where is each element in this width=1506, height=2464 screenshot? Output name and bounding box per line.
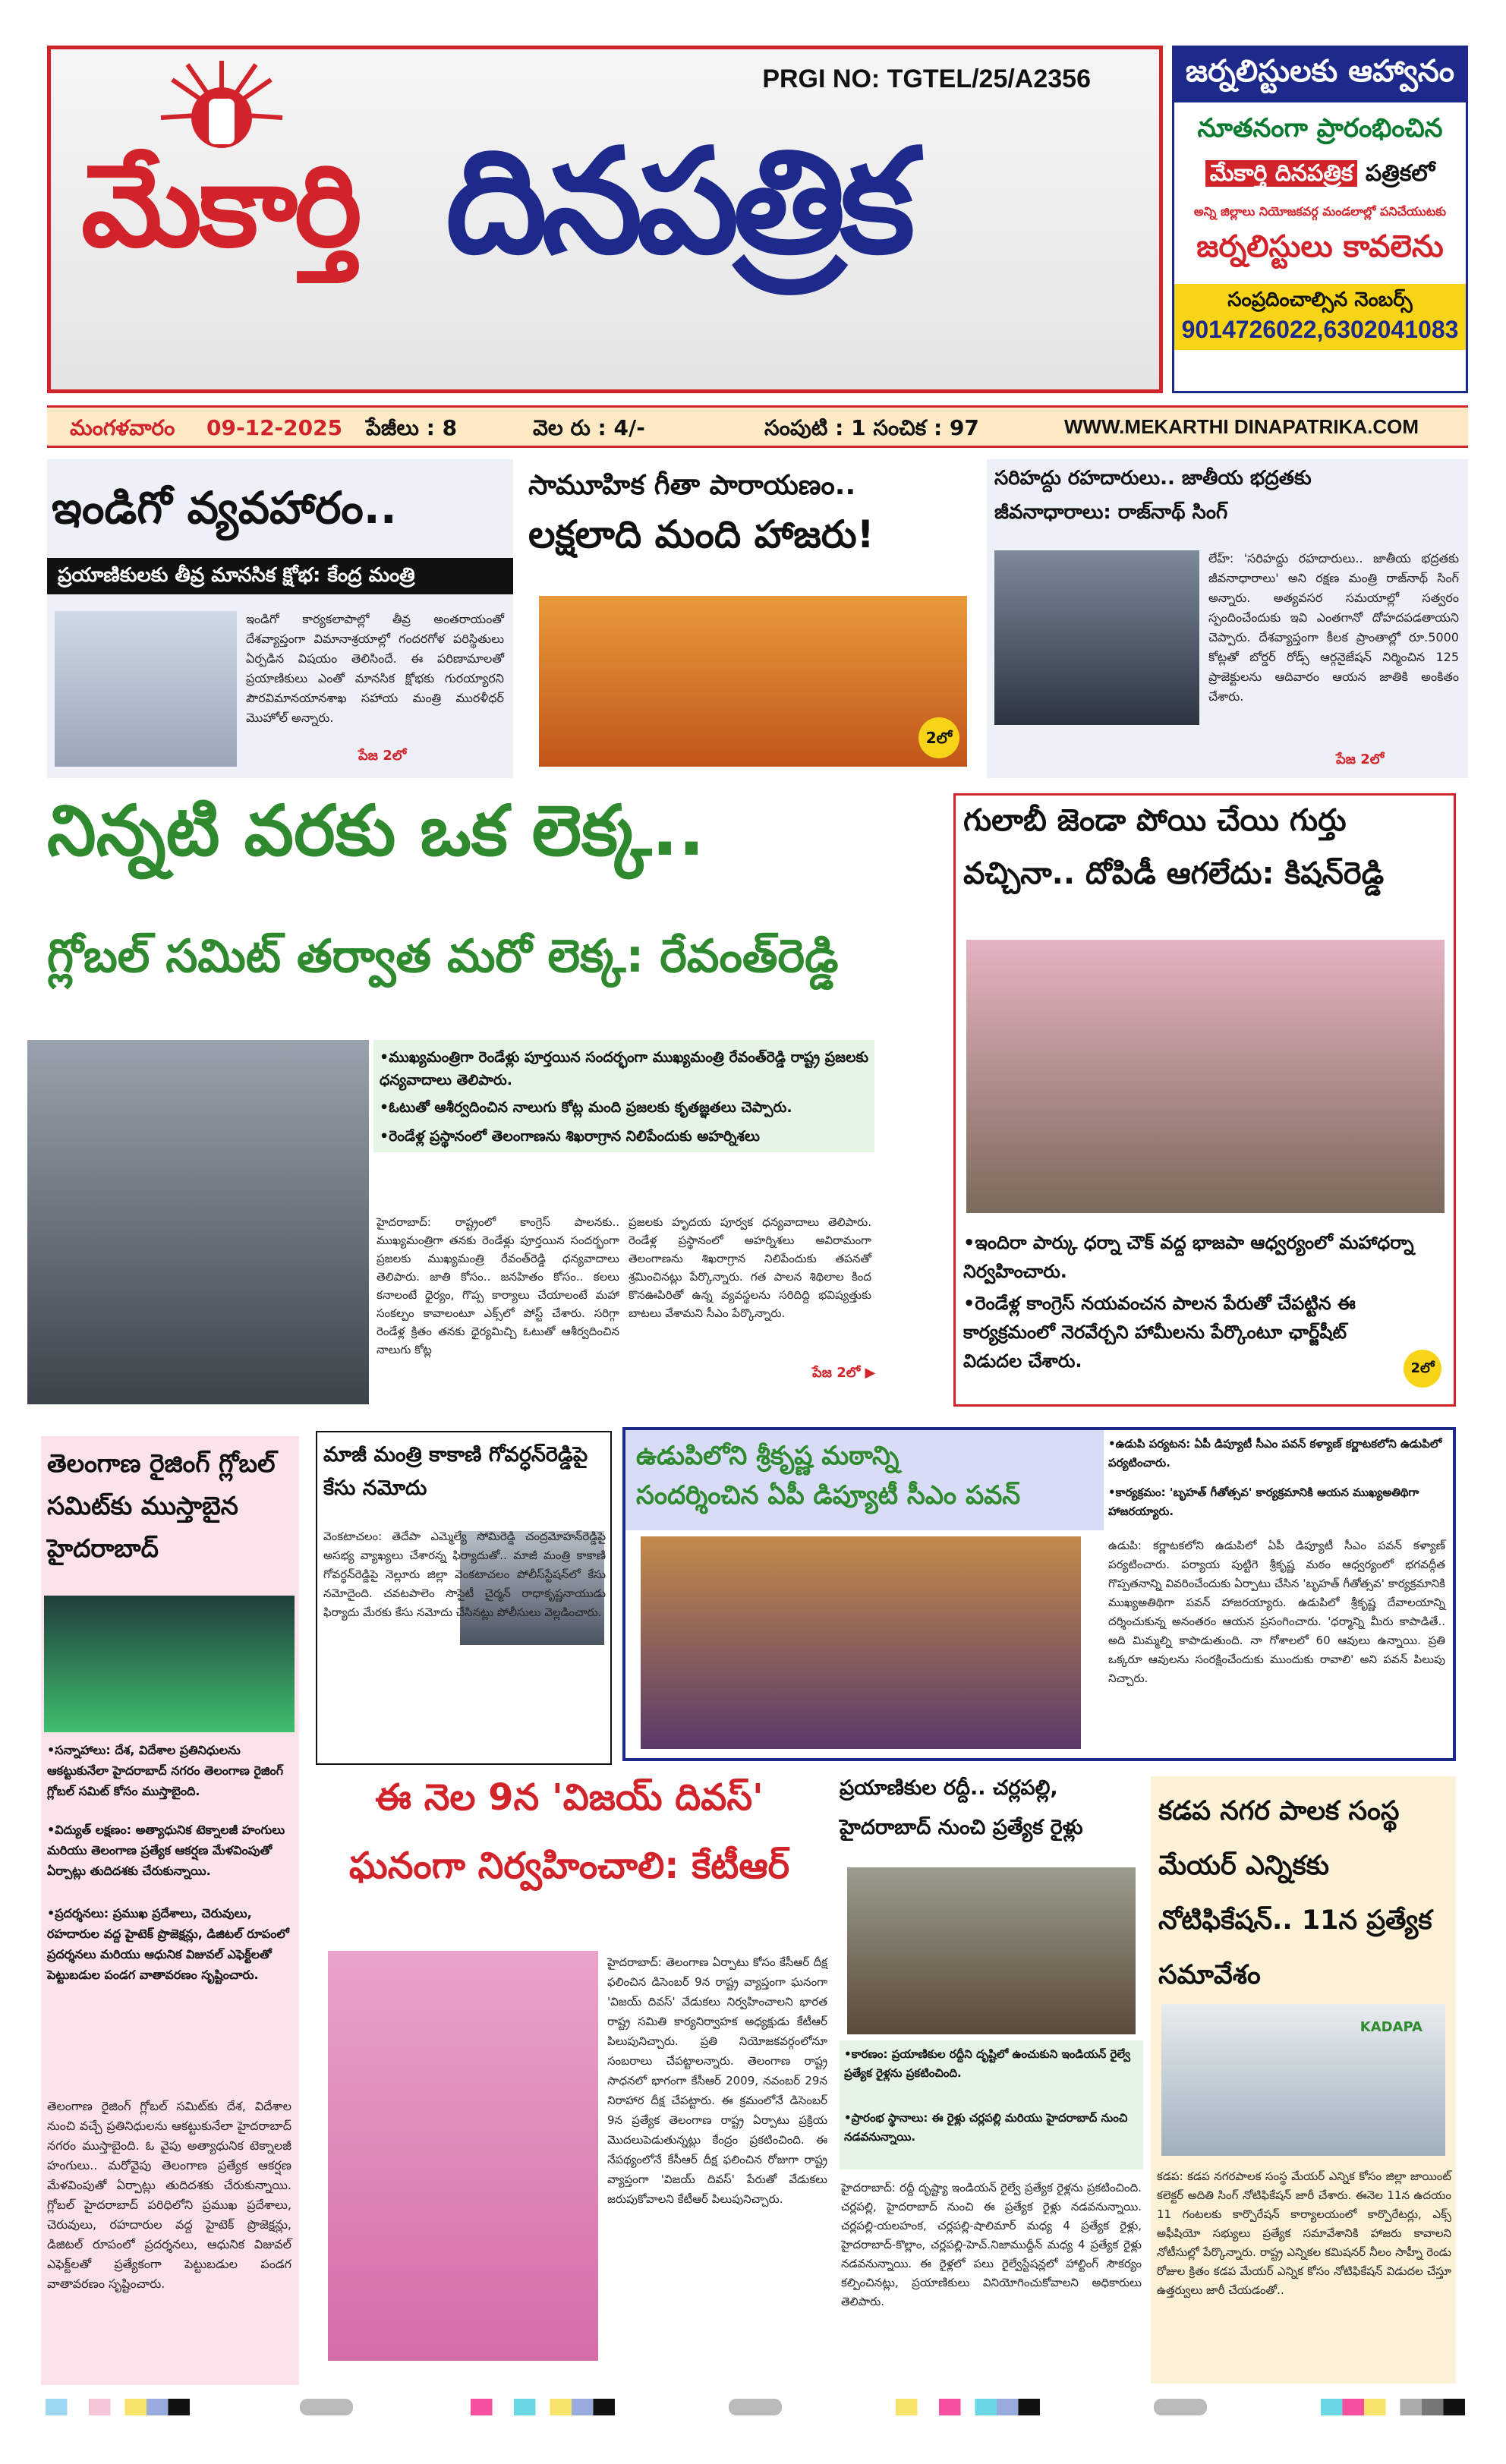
headline-rajnath-1: సరిహద్దు రహదారులు.. జాతీయ భద్రతకు bbox=[994, 467, 1312, 490]
page-badge-kishan: 2లో bbox=[1404, 1350, 1441, 1388]
story-gita bbox=[524, 459, 979, 778]
strip-price: వెల రు : 4/- bbox=[533, 415, 645, 440]
ad-logo: మేకార్తి దినపత్రిక bbox=[1205, 160, 1358, 187]
kadapa-photo-label: KADAPA bbox=[1359, 2019, 1423, 2035]
pawan-bullet-1: •ఉడుపి పర్యటన: ఏపీ డిప్యూటీ సీఎం పవన్ కళ్యాణ్ కర్ణాటకలోని ఉడుపిలో పర్యటించారు. bbox=[1108, 1437, 1442, 1470]
subhead-indigo: ప్రయాణికులకు తీవ్ర మానసిక క్షోభ: కేంద్ర మంత్రి bbox=[47, 558, 513, 594]
headline-ktr-1: ఈ నెల 9న 'విజయ్ దివస్' bbox=[375, 1776, 764, 1819]
color-bar-4 bbox=[1321, 2399, 1465, 2415]
photo-revanth bbox=[27, 1040, 369, 1404]
more-rajnath: పేజ 2లో bbox=[1336, 751, 1385, 767]
photo-telangana-lighting bbox=[44, 1596, 295, 1732]
body-ktr: హైదరాబాద్: తెలంగాణ ఏర్పాటు కోసం కేసీఆర్ దీక్ష ఫలించిన డిసెంబర్ 9న రాష్ట్ర వ్యాప్తంగా ఘనంగా 'విజయ్ దివస్' వేడుకలు నిర్వహించాలని భారత రాష్ట్ర సమితి కార్యనిర్వాహక అధ్యక్షుడు కేటీఆర్ పిలుపునిచ్చారు. ప్రతి నియోజకవర్గంలోనూ సంబరాలు చేపట్టాలన్నారు. తెలంగాణ రాష్ట్ర సాధనలో భాగంగా కేసీఆర్ 2009, నవంబర్ 29న నిరాహార దీక్ష చేపట్టారు. ఈ క్రమంలోనే డిసెంబర్ 9న ప్రత్యేక తెలంగాణ రాష్ట్ర ఏర్పాటు ప్రక్రియ మొదలుపెడుతున్నట్లు కేంద్రం ప్రకటించింది. ఈ నేపథ్యంలోనే కేసీఆర్ దీక్ష ఫలించిన రోజుగా రాష్ట్ర వ్యాప్తంగా 'విజయ్ దివస్' పేరుతో వేడుకలు జరుపుకోవాలని కేటీఆర్ పిలుపునిచ్చారు. bbox=[607, 1955, 827, 2206]
color-bar-2 bbox=[471, 2399, 615, 2415]
ad-heading: జర్నలిస్టులకు ఆహ్వానం bbox=[1174, 48, 1466, 102]
lead-subhead: గ్లోబల్ సమిట్ తర్వాత మరో లెక్క: రేవంత్‌రెడ్డి bbox=[47, 930, 839, 983]
headline-trains-2: హైదరాబాద్ నుంచి ప్రత్యేక రైళ్లు bbox=[840, 1816, 1083, 1839]
lead-headline: నిన్నటి వరకు ఒక లెక్క.. bbox=[47, 790, 705, 871]
headline-kishan-1: గులాబీ జెండా పోయి చేయి గుర్తు bbox=[963, 803, 1347, 838]
telangana-bullet-1: •సన్నాహాలు: దేశ, విదేశాల ప్రతినిధులను ఆకట్టుకునేలా హైదరాబాద్ నగరం తెలంగాణ రైజింగ్ గ్లోబల్ సమిట్ కోసం ముస్తాబైంది. bbox=[47, 1743, 284, 1798]
photo-kadapa bbox=[1161, 2004, 1445, 2156]
date-strip bbox=[47, 405, 1468, 448]
headline-ktr-2: ఘనంగా నిర్వహించాలి: కేటీఆర్ bbox=[348, 1845, 790, 1887]
body-kakani: వెంకటాచలం: తెదేపా ఎమ్మెల్యే సోమిరెడ్డి చంద్రమోహన్‌రెడ్డిపై అసభ్య వ్యాఖ్యలు చేశారన్న ఫిర్యాదుతో.. మాజీ మంత్రి కాకాణి గోవర్ధన్‌రెడ్డిపై నెల్లూరు జిల్లా వెంకటాచలం పోలీస్‌స్టేషన్‌లో కేసు నమోదైంది. చవటపాలెం సొసైటీ చైర్మన్ రాధాకృష్ణనాయుడు ఫిర్యాదు మేరకు కేసు నమోదు చేసినట్లు పోలీసులు వెల్లడించారు. bbox=[323, 1530, 606, 1619]
lead-bullet-3: •రెండేళ్ల ప్రస్థానంలో తెలంగాణను శిఖరాగ్రాన నిలిపేందుకు అహర్నిశలు bbox=[380, 1128, 760, 1145]
lead-body-col2: ప్రజలకు హృదయ పూర్వక ధన్యవాదాలు తెలిపారు. రెండేళ్ల ప్రస్థానంలో అహర్నిశలు అవిరామంగా తెలంగాణను శిఖరాగ్రాన నిలిపేందుకు తపనతో శ్రమించినట్లు పేర్కొన్నారు. గత పాలన శిథిలాల కింద కొనఊపిరితో ఉన్న వ్యవస్థలను సరిదిద్ది భవిష్యత్తుకు బాటలు వేశామని సీఎం పేర్కొన్నారు. bbox=[629, 1215, 871, 1320]
story-rajnath bbox=[987, 459, 1468, 778]
trains-bullet-1: •కారణం: ప్రయాణికుల రద్దీని దృష్టిలో ఉంచుకుని ఇండియన్ రైల్వే ప్రత్యేక రైళ్లను ప్రకటించింది. bbox=[844, 2047, 1130, 2080]
body-telangana: తెలంగాణ రైజింగ్ గ్లోబల్ సమిట్‌కు దేశ, విదేశాల నుంచి వచ్చే ప్రతినిధులను ఆకట్టుకునేలా హైదరాబాద్ నగరం ముస్తాబైంది. ఓ వైపు అత్యాధునిక టెక్నాలజీ హంగులు.. మరోవైపు తెలంగాణ ప్రత్యేక ఆకర్షణ మేళవింపుతో ఏర్పాట్లు తుదిదశకు చేరుకున్నాయి. గ్లోబల్ హైదరాబాద్ పరిధిలోని ప్రముఖ ప్రదేశాలు, చెరువులు, రహదారుల వద్ద హైటెక్ ప్రొజెక్షన్లు, డిజిటల్ రూపంలో ప్రదర్శనలు, ఆధునిక విజువల్ ఎఫెక్ట్‌లతో ప్రత్యేకంగా పెట్టుబడుల పండగ వాతావరణం సృష్టించారు. bbox=[47, 2099, 291, 2291]
headline-trains-1: ప్రయాణికుల రద్దీ.. చర్లపల్లి, bbox=[840, 1776, 1058, 1800]
photo-trains bbox=[847, 1867, 1136, 2034]
masthead-title-blue: దినపత్రిక bbox=[446, 118, 909, 285]
story-pawan bbox=[622, 1427, 1456, 1761]
headline-pawan-1: ఉడుపిలోని శ్రీకృష్ణ మఠాన్ని bbox=[636, 1441, 900, 1471]
headline-kishan-2: వచ్చినా.. దోపిడీ ఆగలేదు: కిషన్‌రెడ్డి bbox=[963, 856, 1385, 891]
body-pawan: ఉడుపి: కర్ణాటకలోని ఉడుపిలో ఏపీ డిప్యూటీ సీఎం పవన్ కళ్యాణ్ పర్యటించారు. పర్యాయ పుట్టిగె శ్రీకృష్ణ మఠం ఆధ్వర్యంలో భగవద్గీత గొప్పతనాన్ని వివరించేందుకు ఏర్పాటు చేసిన 'బృహత్ గీతోత్సవ' కార్యక్రమానికి ముఖ్యఅతిథిగా పవన్ హాజరయ్యారు. ఉడుపిలో శ్రీకృష్ణ దేవాలయాన్ని దర్శించుకున్న అనంతరం ఆయన ప్రసంగించారు. 'ధర్మాన్ని మీరు కాపాడితే.. అది మిమ్మల్ని కాపాడుతుంది. నా గోశాలలో 60 ఆవులు ఉన్నాయి. ప్రతి ఒక్కరూ ఆవులను సంరక్షించేందుకు ముందుకు రావాలి' అని పవన్ పిలుపు నిచ్చారు. bbox=[1108, 1539, 1445, 1685]
recruitment-ad bbox=[1172, 46, 1468, 393]
body-kadapa: కడప: కడప నగరపాలక సంస్థ మేయర్ ఎన్నిక కోసం జిల్లా జాయింట్ కలెక్టర్ అదితి సింగ్ నోటిఫికేషన్ జారీ చేశారు. ఈనెల 11న ఉదయం 11 గంటలకు కార్పొరేషన్ కార్యాలయంలో కార్పొరేటర్లు, ఎక్స్ అఫీషియో సభ్యులు ప్రత్యేక సమావేశానికి హాజరు కావాలని నోటీసుల్లో పేర్కొన్నారు. రాష్ట్ర ఎన్నికల కమిషనర్ నీలం సాహ్నీ రెండు రోజుల క్రితం కడప మేయర్ ఎన్నిక కోసం నోటిఫికేషన్ విడుదల చేస్తూ ఉత్తర్వులు జారీ చేయడంతో.. bbox=[1157, 2169, 1451, 2297]
headline-gita-1: సామూహిక గీతా పారాయణం.. bbox=[528, 470, 856, 501]
telangana-bullet-3: •ప్రదర్శనలు: ప్రముఖ ప్రదేశాలు, చెరువులు, రహదారుల వద్ద హైటెక్ ప్రొజెక్షన్లు, డిజిటల్ రూపంలో ప్రదర్శనలు మరియు ఆధునిక విజువల్ ఎఫెక్ట్‌లతో పెట్టుబడుల పండగ వాతావరణం సృష్టించారు. bbox=[47, 1906, 289, 1982]
headline-kakani: మాజీ మంత్రి కాకాణి గోవర్ధన్‌రెడ్డిపై కేసు నమోదు bbox=[323, 1443, 588, 1500]
story-indigo bbox=[47, 459, 513, 778]
headline-indigo: ఇండిగో వ్యవహారం.. bbox=[52, 482, 397, 534]
kishan-bullet-1: •ఇందిరా పార్కు ధర్నా చౌక్ వద్ద భాజపా ఆధ్వర్యంలో మహాధర్నా నిర్వహించారు. bbox=[963, 1232, 1414, 1282]
photo-gita-crowd bbox=[539, 596, 967, 767]
body-trains: హైదరాబాద్: రద్దీ దృష్ట్యా ఇండియన్ రైల్వే ప్రత్యేక రైళ్లను ప్రకటించింది. చర్లపల్లి, హైదరాబాద్ నుంచి ఈ ప్రత్యేక రైళ్లు నడవనున్నాయి. చర్లపల్లి-యలహంక, చర్లపల్లి-షాలిమార్ మధ్య 4 ప్రత్యేక రైళ్లు, హైదరాబాద్-కొల్లాం, చర్లపల్లి-హెచ్.నిజాముద్దీన్ మధ్య 4 ప్రత్యేక రైళ్లు నడవనున్నాయి. ఈ రైళ్లలో పలు రైల్వేస్టేషన్లలో హాల్టింగ్ సౌకర్యం కల్పించినట్లు, ప్రయాణికులు వినియోగించుకోవాలని అధికారులు తెలిపారు. bbox=[841, 2181, 1142, 2308]
telangana-bullet-2: •విద్యుత్ లక్షణం: అత్యాధునిక టెక్నాలజీ హంగులు మరియు తెలంగాణ ప్రత్యేక ఆకర్షణ మేళవింపుతో ఏర్పాట్లు తుదిదశకు చేరుకున్నాయి. bbox=[47, 1823, 285, 1878]
photo-rajnath bbox=[994, 550, 1199, 725]
photo-indigo-planes bbox=[55, 611, 237, 767]
registration-mark-1 bbox=[300, 2399, 353, 2415]
body-rajnath: లేహ్: 'సరిహద్దు రహదారులు.. జాతీయ భద్రతకు జీవనాధారాలు' అని రక్షణ మంత్రి రాజ్‌నాథ్ సింగ్ అన్నారు. అత్యవసర సమయాల్లో సత్వరం స్పందించేందుకు ఇవి ఎంతగానో దోహదపడతాయని చెప్పారు. దేశవ్యాప్తంగా కీలక ప్రాంతాల్లో రూ.5000 కోట్లతో బోర్డర్ రోడ్స్ ఆర్గనైజేషన్ నిర్మించిన 125 ప్రాజెక్టులను ఆదివారం ఆయన జాతికి అంకితం చేశారు. bbox=[1208, 551, 1459, 704]
photo-ktr bbox=[328, 1951, 598, 2361]
photo-kishan bbox=[966, 940, 1445, 1213]
masthead bbox=[47, 46, 1163, 393]
color-bar-1 bbox=[46, 2399, 190, 2415]
ad-contact-numbers: 9014726022,6302041083 bbox=[1174, 316, 1466, 350]
strip-pages: పేజీలు : 8 bbox=[366, 415, 458, 440]
headline-rajnath-2: జీవనాధారాలు: రాజ్‌నాథ్ సింగ్ bbox=[994, 501, 1228, 524]
lead-bullet-2: •ఓటుతో ఆశీర్వదించిన నాలుగు కోట్ల మంది ప్రజలకు కృతజ్ఞతలు చెప్పారు. bbox=[380, 1099, 792, 1116]
kishan-bullet-2: •రెండేళ్ల కాంగ్రెస్ నయవంచన పాలన పేరుతో చేపట్టిన ఈ కార్యక్రమంలో నెరవేర్చని హామీలను పేర్కొంటూ ఛార్జ్‌షీట్ విడుదల చేశారు. bbox=[963, 1293, 1356, 1372]
story-kakani bbox=[316, 1431, 612, 1765]
headline-telangana: తెలంగాణ రైజింగ్ గ్లోబల్ సమిట్‌కు ముస్తాబైన హైదరాబాద్ bbox=[47, 1448, 276, 1563]
story-kadapa bbox=[1151, 1776, 1456, 2384]
more-indigo: పేజ 2లో bbox=[358, 748, 407, 764]
strip-volume: సంపుటి : 1 సంచిక : 97 bbox=[764, 415, 979, 440]
story-kishan bbox=[953, 793, 1456, 1407]
headline-pawan-2: సందర్శించిన ఏపీ డిప్యూటీ సీఎం పవన్ bbox=[636, 1480, 1021, 1511]
registration-mark-3 bbox=[1154, 2399, 1207, 2415]
lead-more: పేజ 2లో ▶ bbox=[812, 1365, 876, 1381]
ad-line-new: నూతనంగా ప్రారంభించిన bbox=[1197, 113, 1443, 143]
headline-gita-2: లక్షలాది మంది హాజరు! bbox=[528, 512, 874, 556]
story-telangana-rising bbox=[41, 1436, 299, 2385]
ad-line-paper-suffix: పత్రికలో bbox=[1365, 160, 1435, 187]
ad-line-wanted: జర్నలిస్టులు కావలెను bbox=[1196, 229, 1444, 264]
masthead-title-red: మేకార్తి bbox=[81, 140, 359, 273]
headline-kadapa: కడప నగర పాలక సంస్థ మేయర్ ఎన్నికకు నోటిఫికేషన్.. 11న ప్రత్యేక సమావేశం bbox=[1158, 1796, 1432, 1990]
strip-website: WWW.MEKARTHI DINAPATRIKA.COM bbox=[1064, 415, 1419, 438]
lead-body-col1: హైదరాబాద్: రాష్ట్రంలో కాంగ్రెస్ పాలనకు.. ముఖ్యమంత్రిగా తనకు రెండేళ్లు పూర్తయిన సందర్భంగా ప్రజలకు ముఖ్యమంత్రి రేవంత్‌రెడ్డి ధన్యవాదాలు తెలిపారు. జాతి కోసం.. జనహితం కోసం.. కలలు కనాలంటే ధైర్యం, గొప్ప కార్యాలు చేయాలంటే మహా సంకల్పం కావాలంటూ ఎక్స్‌లో పోస్ట్ చేశారు. సరిగ్గా రెండేళ్ల క్రితం తనకు ధైర్యమిచ్చి ఓటుతో ఆశీర్వదించిన నాలుగు కోట్ల bbox=[376, 1215, 619, 1356]
lead-bullet-1: •ముఖ్యమంత్రిగా రెండేళ్లు పూర్తయిన సందర్భంగా ముఖ్యమంత్రి రేవంత్‌రెడ్డి రాష్ట్ర ప్రజలకు ధన్యవాదాలు తెలిపారు. bbox=[380, 1049, 869, 1089]
ad-line-paper bbox=[1174, 160, 1466, 192]
trains-bullets-box bbox=[840, 2040, 1143, 2169]
lead-bullets-box bbox=[373, 1040, 874, 1152]
ad-contact-label: సంప్రదించాల్సిన నెంబర్స్ bbox=[1174, 284, 1466, 316]
trains-bullet-2: •ప్రారంభ స్థానాలు: ఈ రైళ్లు చర్లపల్లి మరియు హైదరాబాద్ నుంచి నడవనున్నాయి. bbox=[844, 2111, 1128, 2144]
strip-day: మంగళవారం bbox=[70, 415, 175, 440]
page-badge-gita: 2లో bbox=[918, 717, 959, 758]
body-indigo: ఇండిగో కార్యకలాపాల్లో తీవ్ర అంతరాయంతో దేశవ్యాప్తంగా విమానాశ్రయాల్లో గందరగోళ పరిస్థితులు ఏర్పడిన విషయం తెలిసిందే. ఈ పరిణామాలతో ప్రయాణికులు ఎంతో మానసిక క్షోభకు గురయ్యారని పౌరవిమానయానశాఖ సహాయ మంత్రి మురళీధర్ మొహోల్ అన్నారు. bbox=[246, 612, 504, 725]
photo-pawan bbox=[641, 1536, 1081, 1749]
ad-line-districts: అన్ని జిల్లాలు నియోజకవర్గ మండలాల్లో పనిచేయుటకు bbox=[1193, 204, 1447, 219]
pawan-bullet-2: •కార్యక్రమం: 'బృహత్ గీతోత్సవ' కార్యక్రమానికి ఆయన ముఖ్యఅతిథిగా హాజరయ్యారు. bbox=[1108, 1486, 1419, 1518]
color-bar-3 bbox=[896, 2399, 1040, 2415]
registration-mark-2 bbox=[729, 2399, 782, 2415]
prgi-number: PRGI NO: TGTEL/25/A2356 bbox=[762, 65, 1091, 93]
strip-date: 09-12-2025 bbox=[206, 415, 343, 440]
